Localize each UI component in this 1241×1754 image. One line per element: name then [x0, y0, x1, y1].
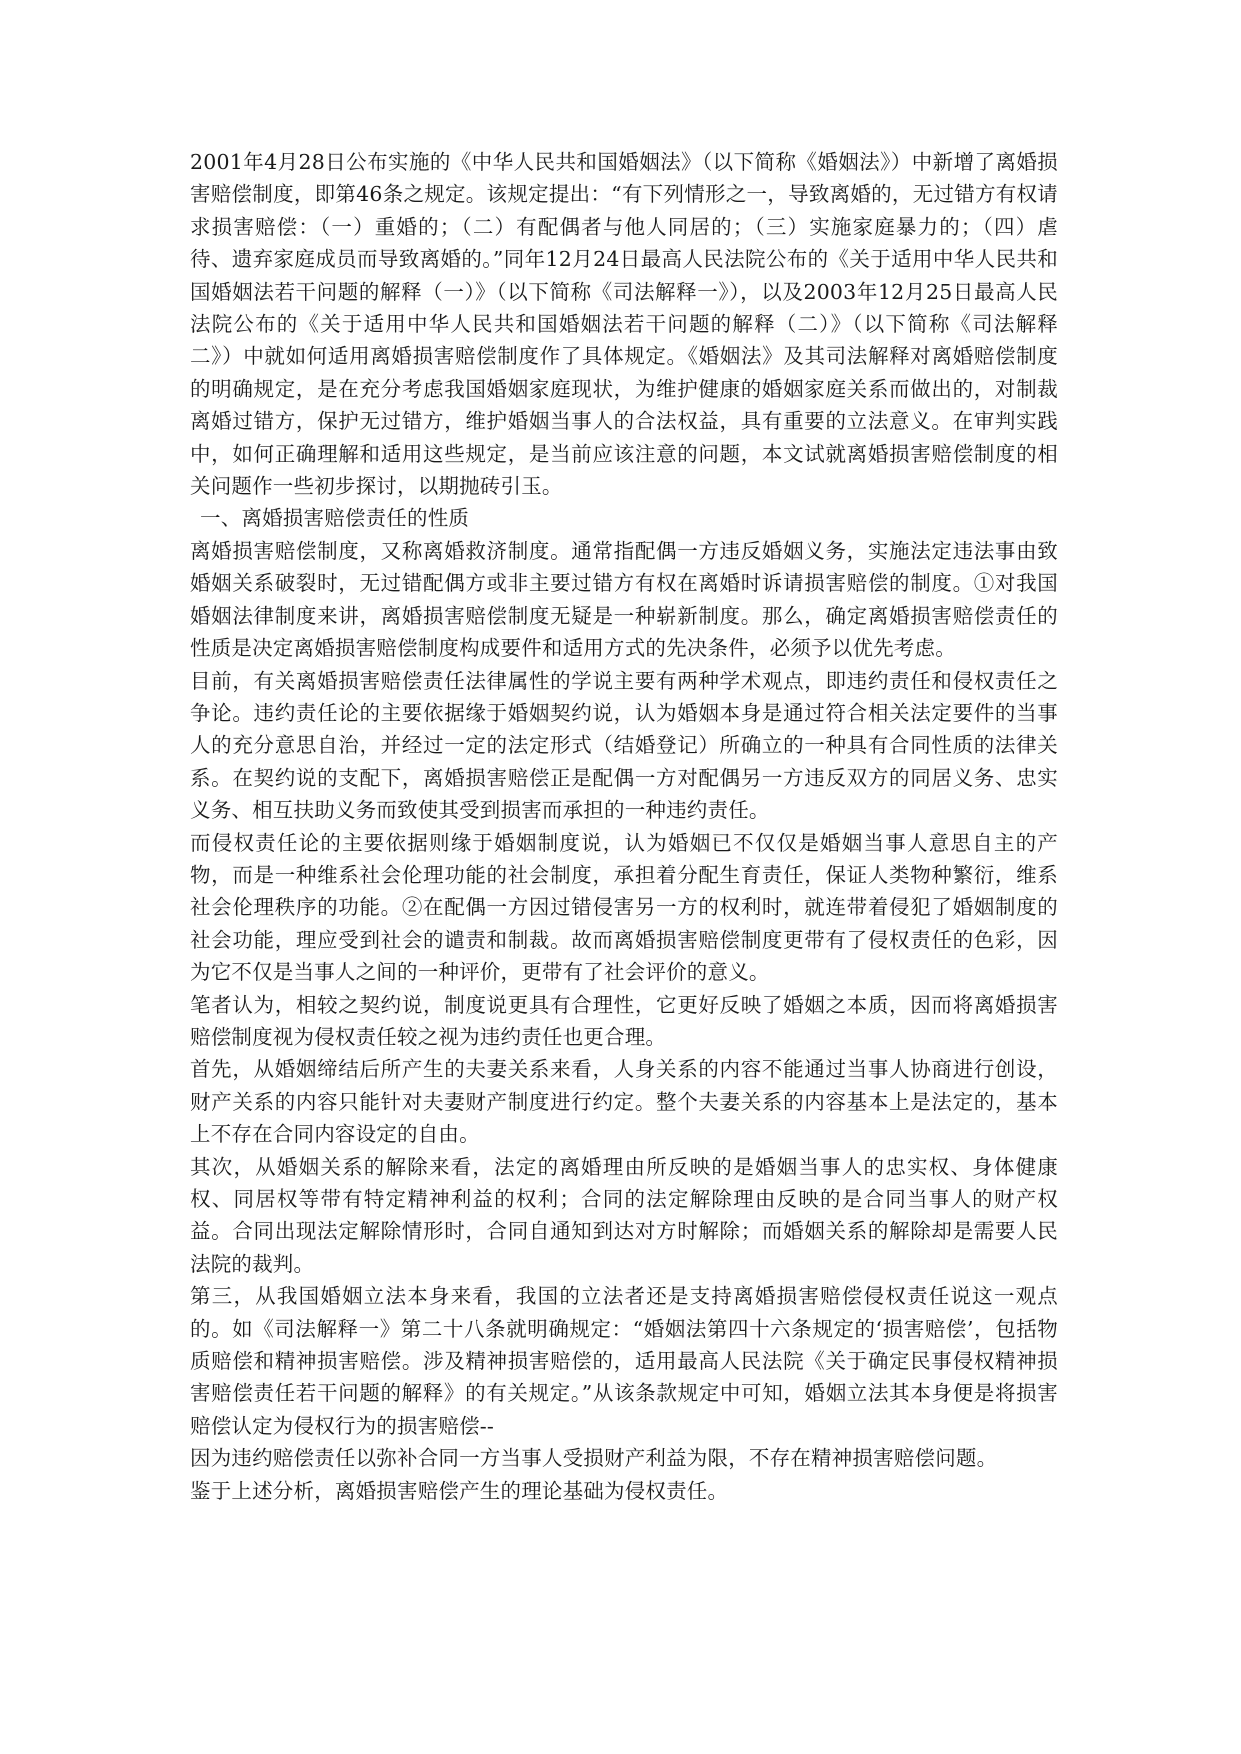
paragraph-intro: 2001年4月28日公布实施的《中华人民共和国婚姻法》（以下简称《婚姻法》）中新增了离婚损害赔偿制度，即第46条之规定。该规定提出：“有下列情形之一，导致离婚的，无过错方有权请求损害赔偿：（一）重婚的；（二）有配偶者与他人同居的；（三）实施家庭暴力的；（四）虐待、遗弃家庭成员而导致离婚的。”同年12月24日最高人民法院公布的《关于适用中华人民共和国婚姻法若干问题的解释（一）》（以下简称《司法解释一》），以及2003年12月25日最高人民法院公布的《关于适用中华人民共和国婚姻法若干问题的解释（二）》（以下简称《司法解释二》）中就如何适用离婚损害赔偿制度作了具体规定。《婚姻法》及其司法解释对离婚赔偿制度的明确规定，是在充分考虑我国婚姻家庭现状，为维护健康的婚姻家庭关系而做出的，对制裁离婚过错方，保护无过错方，维护婚姻当事人的合法权益，具有重要的立法意义。在审判实践中，如何正确理解和适用这些规定，是当前应该注意的问题，本文试就离婚损害赔偿制度的相关问题作一些初步探讨，以期抛砖引玉。 [190, 150, 1058, 499]
paragraph-second-reason: 其次，从婚姻关系的解除来看，法定的离婚理由所反映的是婚姻当事人的忠实权、身体健康权、同居权等带有特定精神利益的权利；合同的法定解除理由反映的是合同当事人的财产权益。合同出现法定解除情形时，合同自通知到达对方时解除；而婚姻关系的解除却是需要人民法院的裁判。 [190, 1154, 1058, 1276]
paragraph-first-reason: 首先，从婚姻缔结后所产生的夫妻关系来看，人身关系的内容不能通过当事人协商进行创设，财产关系的内容只能针对夫妻财产制度进行约定。整个夫妻关系的内容基本上是法定的，基本上不存在合同内容设定的自由。 [190, 1057, 1058, 1147]
paragraph-definition: 离婚损害赔偿制度，又称离婚救济制度。通常指配偶一方违反婚姻义务，实施法定违法事由致婚姻关系破裂时，无过错配偶方或非主要过错方有权在离婚时诉请损害赔偿的制度。①对我国婚姻法律制度来讲，离婚损害赔偿制度无疑是一种崭新制度。那么，确定离婚损害赔偿责任的性质是决定离婚损害赔偿制度构成要件和适用方式的先决条件，必须予以优先考虑。 [190, 538, 1058, 661]
paragraph-author-view: 笔者认为，相较之契约说，制度说更具有合理性，它更好反映了婚姻之本质，因而将离婚损害赔偿制度视为侵权责任较之视为违约责任也更合理。 [190, 992, 1058, 1049]
paragraph-conclusion: 鉴于上述分析，离婚损害赔偿产生的理论基础为侵权责任。 [190, 1478, 729, 1503]
document-body [190, 146, 1058, 1507]
paragraph-tort-theory: 而侵权责任论的主要依据则缘于婚姻制度说，认为婚姻已不仅仅是婚姻当事人意思自主的产物，而是一种维系社会伦理功能的社会制度，承担着分配生育责任，保证人类物种繁衍，维系社会伦理秩序的功能。②在配偶一方因过错侵害另一方的权利时，就连带着侵犯了婚姻制度的社会功能，理应受到社会的谴责和制裁。故而离婚损害赔偿制度更带有了侵权责任的色彩，因为它不仅是当事人之间的一种评价，更带有了社会评价的意义。 [190, 830, 1058, 985]
paragraph-theories: 目前，有关离婚损害赔偿责任法律属性的学说主要有两种学术观点，即违约责任和侵权责任之争论。违约责任论的主要依据缘于婚姻契约说，认为婚姻本身是通过符合相关法定要件的当事人的充分意思自治，并经过一定的法定形式（结婚登记）所确立的一种具有合同性质的法律关系。在契约说的支配下，离婚损害赔偿正是配偶一方对配偶另一方违反双方的同居义务、忠实义务、相互扶助义务而致使其受到损害而承担的一种违约责任。 [190, 668, 1058, 823]
section-heading: 一、离婚损害赔偿责任的性质 [200, 506, 470, 531]
paragraph-contract-limit: 因为违约赔偿责任以弥补合同一方当事人受损财产利益为限，不存在精神损害赔偿问题。 [190, 1446, 998, 1471]
paragraph-third-reason: 第三，从我国婚姻立法本身来看，我国的立法者还是支持离婚损害赔偿侵权责任说这一观点的。如《司法解释一》第二十八条就明确规定：“婚姻法第四十六条规定的‘损害赔偿’，包括物质赔偿和精神损害赔偿。涉及精神损害赔偿的，适用最高人民法院《关于确定民事侵权精神损害赔偿责任若干问题的解释》的有关规定。”从该条款规定中可知，婚姻立法其本身便是将损害赔偿认定为侵权行为的损害赔偿-- [190, 1284, 1058, 1438]
